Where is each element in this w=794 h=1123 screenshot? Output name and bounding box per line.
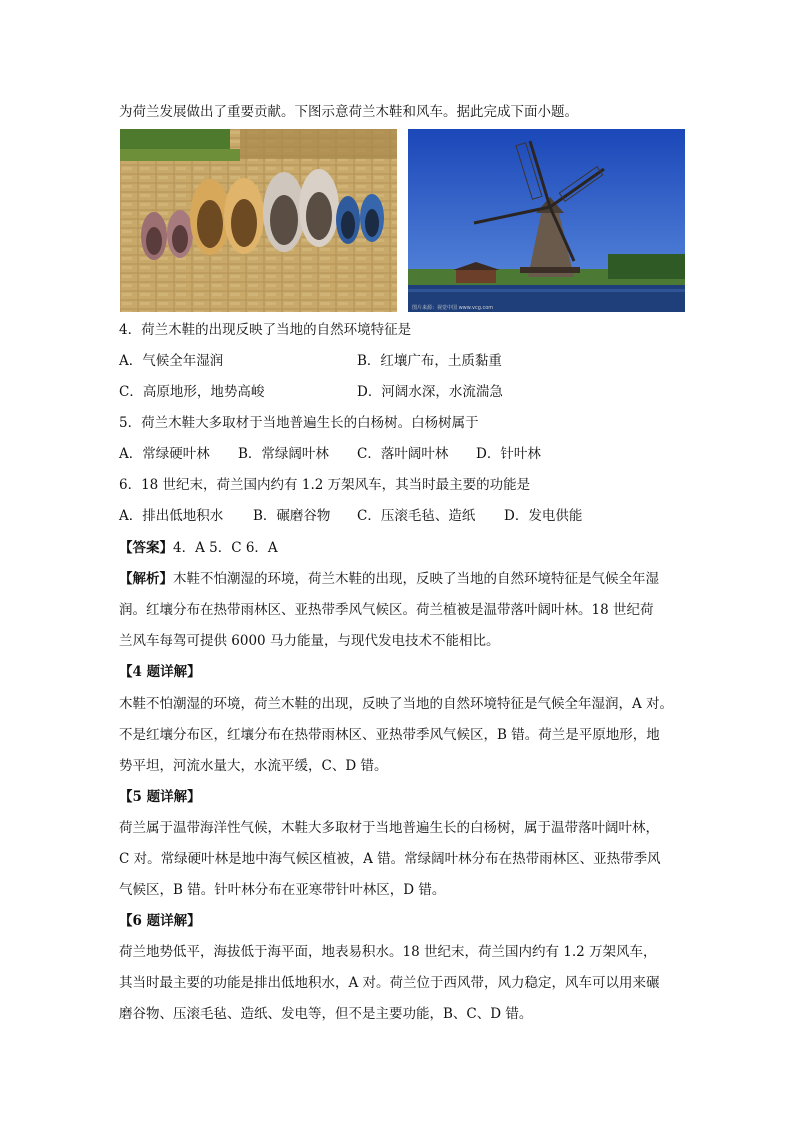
detail-4-line-1: 木鞋不怕潮湿的环境，荷兰木鞋的出现，反映了当地的自然环境特征是气候全年湿润，A 对。 — [119, 696, 674, 712]
detail-5-line-2: C 对。常绿硬叶林是地中海气候区植被，A 错。常绿阔叶林分布在热带雨林区、亚热带季风 — [119, 851, 661, 867]
analysis-line-2: 润。红壤分布在热带雨林区、亚热带季风气候区。荷兰植被是温带落叶阔叶林。18 世纪荷 — [119, 602, 654, 618]
detail-4-line-2: 不是红壤分布区，红壤分布在热带雨林区、亚热带季风气候区，B 错。荷兰是平原地形，地 — [119, 727, 660, 743]
question-6-option-c: C．压滚毛毡、造纸 — [357, 508, 476, 524]
question-4-option-d: D．河阔水深，水流湍急 — [357, 384, 503, 400]
question-4-stem: 4．荷兰木鞋的出现反映了当地的自然环境特征是 — [119, 322, 412, 338]
question-4-option-c: C．高原地形，地势高峻 — [119, 384, 265, 400]
answer-line — [119, 540, 278, 556]
detail-5-line-1: 荷兰属于温带海洋性气候，木鞋大多取材于当地普遍生长的白杨树，属于温带落叶阔叶林， — [119, 820, 659, 836]
question-5-option-b: B．常绿阔叶林 — [238, 446, 329, 462]
question-4-option-b: B．红壤广布，土质黏重 — [357, 353, 502, 369]
question-6-stem: 6．18 世纪末，荷兰国内约有 1.2 万架风车，其当时最主要的功能是 — [119, 477, 531, 493]
question-6-option-d: D．发电供能 — [504, 508, 583, 524]
detail-6-line-1: 荷兰地势低平，海拔低于海平面，地表易积水。18 世纪末，荷兰国内约有 1.2 万架风车， — [119, 944, 657, 960]
clogs-photo — [120, 129, 397, 312]
detail-6-line-2: 其当时最主要的功能是排出低地积水，A 对。荷兰位于西风带，风力稳定，风车可以用来碾 — [119, 975, 660, 991]
detail-4-line-3: 势平坦，河流水量大，水流平缓，C、D 错。 — [119, 758, 388, 774]
question-5-option-c: C．落叶阔叶林 — [357, 446, 449, 462]
windmill-photo — [408, 129, 685, 312]
question-6-option-b: B．碾磨谷物 — [253, 508, 331, 524]
question-5-stem: 5．荷兰木鞋大多取材于当地普遍生长的白杨树。白杨树属于 — [119, 415, 479, 431]
analysis-line-1 — [119, 571, 659, 587]
detail-5-title: 【5 题详解】 — [119, 789, 201, 805]
question-5-option-a: A．常绿硬叶林 — [119, 446, 210, 462]
answer-label: 【答案】 — [119, 540, 173, 556]
question-6-option-a: A．排出低地积水 — [119, 508, 224, 524]
intro-text: 为荷兰发展做出了重要贡献。下图示意荷兰木鞋和风车。据此完成下面小题。 — [119, 104, 578, 120]
answer-text: 4．A 5．C 6．A — [173, 540, 278, 556]
question-4-option-a: A．气候全年湿润 — [119, 353, 224, 369]
analysis-label: 【解析】 — [119, 571, 173, 587]
detail-6-title: 【6 题详解】 — [119, 913, 201, 929]
analysis-text-1: 木鞋不怕潮湿的环境，荷兰木鞋的出现，反映了当地的自然环境特征是气候全年湿 — [173, 571, 659, 587]
question-5-option-d: D．针叶林 — [476, 446, 541, 462]
analysis-line-3: 兰风车每驾可提供 6000 马力能量，与现代发电技术不能相比。 — [119, 633, 500, 649]
windmill-caption: 图片来源：视觉中国 www.vcg.com — [412, 305, 494, 311]
detail-5-line-3: 气候区，B 错。针叶林分布在亚寒带针叶林区，D 错。 — [119, 882, 446, 898]
detail-6-line-3: 磨谷物、压滚毛毡、造纸、发电等，但不是主要功能，B、C、D 错。 — [119, 1006, 533, 1022]
detail-4-title: 【4 题详解】 — [119, 664, 201, 680]
